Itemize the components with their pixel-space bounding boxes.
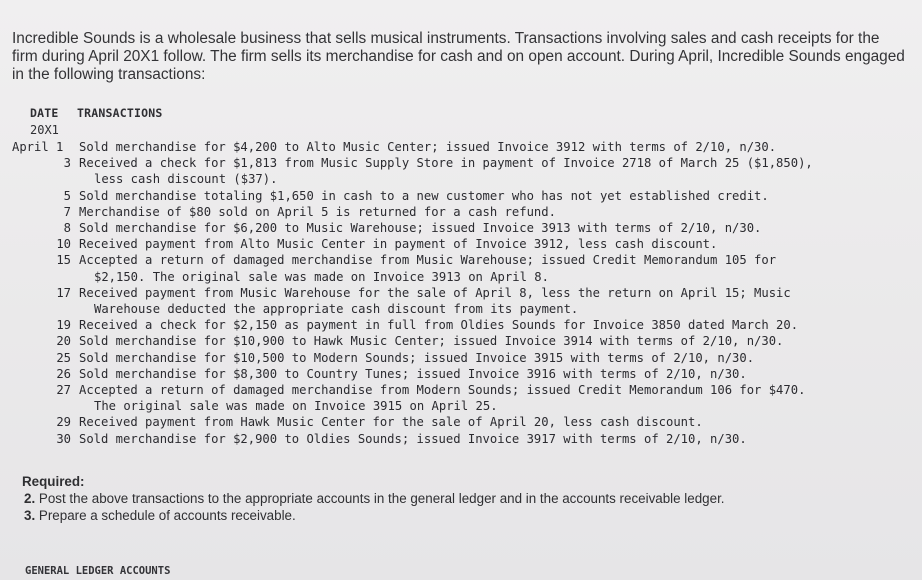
transaction-day: 25 — [56, 350, 71, 365]
transaction-text: Received a check for $1,813 from Music Supply Store in payment of Invoice 2718 of March 25 ($1,850), — [79, 156, 813, 171]
transaction-text: The original sale was made on Invoice 3915 on April 25. — [94, 399, 498, 414]
transaction-text: Sold merchandise for $10,500 to Modern Sounds; issued Invoice 3915 with terms of 2/10, n/30. — [79, 350, 755, 365]
transaction-day: 29 — [56, 415, 71, 430]
transaction-text: Sold merchandise for $10,900 to Hawk Music Center; issued Invoice 3914 with terms of 2/10, n/30. — [79, 334, 784, 349]
transaction-text: Warehouse deducted the appropriate cash discount from its payment. — [94, 302, 579, 317]
transaction-day: 20 — [56, 334, 71, 349]
transaction-day: 5 — [63, 188, 71, 203]
transaction-row — [12, 333, 892, 349]
transaction-row-continuation — [12, 269, 892, 285]
transaction-row-continuation — [12, 171, 892, 187]
transaction-text: Accepted a return of damaged merchandise from Modern Sounds; issued Credit Memorandum 106 for $470. — [79, 383, 806, 398]
transaction-day: 15 — [56, 253, 71, 268]
transaction-text: Sold merchandise for $2,900 to Oldies Sounds; issued Invoice 3917 with terms of 2/10, n/30. — [79, 431, 747, 446]
transaction-text: less cash discount ($37). — [94, 172, 278, 187]
date-column-header: DATE — [30, 106, 59, 120]
transaction-row — [12, 285, 892, 301]
transaction-day: 17 — [56, 285, 71, 300]
transaction-row — [12, 382, 892, 398]
transaction-row — [12, 139, 892, 155]
transaction-day — [12, 301, 79, 317]
transaction-text: Merchandise of $80 sold on April 5 is returned for a cash refund. — [79, 204, 556, 219]
transaction-text: Sold merchandise for $4,200 to Alto Music Center; issued Invoice 3912 with terms of 2/10, n/30. — [79, 140, 777, 154]
required-item-2: 2. Post the above transactions to the appropriate accounts in the general ledger and in the accounts receivable ledger. — [24, 491, 725, 506]
transactions-column-header: TRANSACTIONS — [77, 106, 163, 120]
transaction-text: Accepted a return of damaged merchandise from Music Warehouse; issued Credit Memorandum 105 for — [79, 253, 777, 268]
transaction-day: 10 — [56, 237, 71, 252]
transaction-day — [12, 171, 79, 187]
transaction-row — [12, 155, 892, 171]
general-ledger-heading: GENERAL LEDGER ACCOUNTS — [25, 565, 171, 577]
transaction-text: Received a check for $2,150 as payment in full from Oldies Sounds for Invoice 3850 dated March 20. — [79, 318, 799, 333]
required-section — [22, 473, 902, 524]
transaction-day: 8 — [63, 221, 71, 236]
transaction-row — [12, 350, 892, 366]
transaction-day: 3 — [63, 156, 71, 171]
transaction-row — [12, 252, 892, 268]
transaction-row — [12, 204, 892, 220]
transaction-row — [12, 431, 892, 447]
transaction-text: Received payment from Music Warehouse for the sale of April 8, less the return on April 15; Music — [79, 285, 791, 300]
transaction-row — [12, 188, 892, 204]
transaction-day: 30 — [56, 431, 71, 446]
transaction-day: 19 — [56, 318, 71, 333]
transaction-day: April 1 — [12, 140, 64, 154]
transaction-day: 26 — [56, 366, 71, 381]
transaction-row-continuation — [12, 301, 892, 317]
transaction-row — [12, 236, 892, 252]
transaction-row — [12, 414, 892, 430]
intro-paragraph: Incredible Sounds is a wholesale business that sells musical instruments. Transactions involving sales and cash receipts for the firm during April 20X1 follow. The firm sells its merchandise for cash and on open account. During April, Incredible Sounds engaged in the following transactions: — [12, 30, 905, 83]
transaction-text: $2,150. The original sale was made on Invoice 3913 on April 8. — [94, 269, 549, 284]
transactions-list — [12, 139, 892, 447]
transaction-text: Sold merchandise for $8,300 to Country Tunes; issued Invoice 3916 with terms of 2/10, n/30. — [79, 366, 747, 381]
transactions-table-header — [30, 106, 162, 120]
required-item-3: 3. Prepare a schedule of accounts receivable. — [24, 508, 296, 523]
transaction-row — [12, 317, 892, 333]
transaction-text: Received payment from Hawk Music Center for the sale of April 20, less cash discount. — [79, 415, 703, 430]
transaction-day: 7 — [63, 204, 71, 219]
transaction-row-continuation — [12, 398, 892, 414]
required-title: Required: — [22, 474, 85, 489]
transaction-day — [12, 269, 79, 285]
transaction-day — [12, 398, 79, 414]
year-label: 20X1 — [30, 123, 59, 137]
transaction-text: Sold merchandise for $6,200 to Music Warehouse; issued Invoice 3913 with terms of 2/10, n/30. — [79, 221, 762, 236]
transaction-text: Received payment from Alto Music Center in payment of Invoice 3912, less cash discount. — [79, 237, 718, 252]
transaction-text: Sold merchandise totaling $1,650 in cash to a new customer who has not yet established credit. — [79, 188, 769, 203]
transaction-row — [12, 366, 892, 382]
transaction-row — [12, 220, 892, 236]
transaction-day: 27 — [56, 383, 71, 398]
